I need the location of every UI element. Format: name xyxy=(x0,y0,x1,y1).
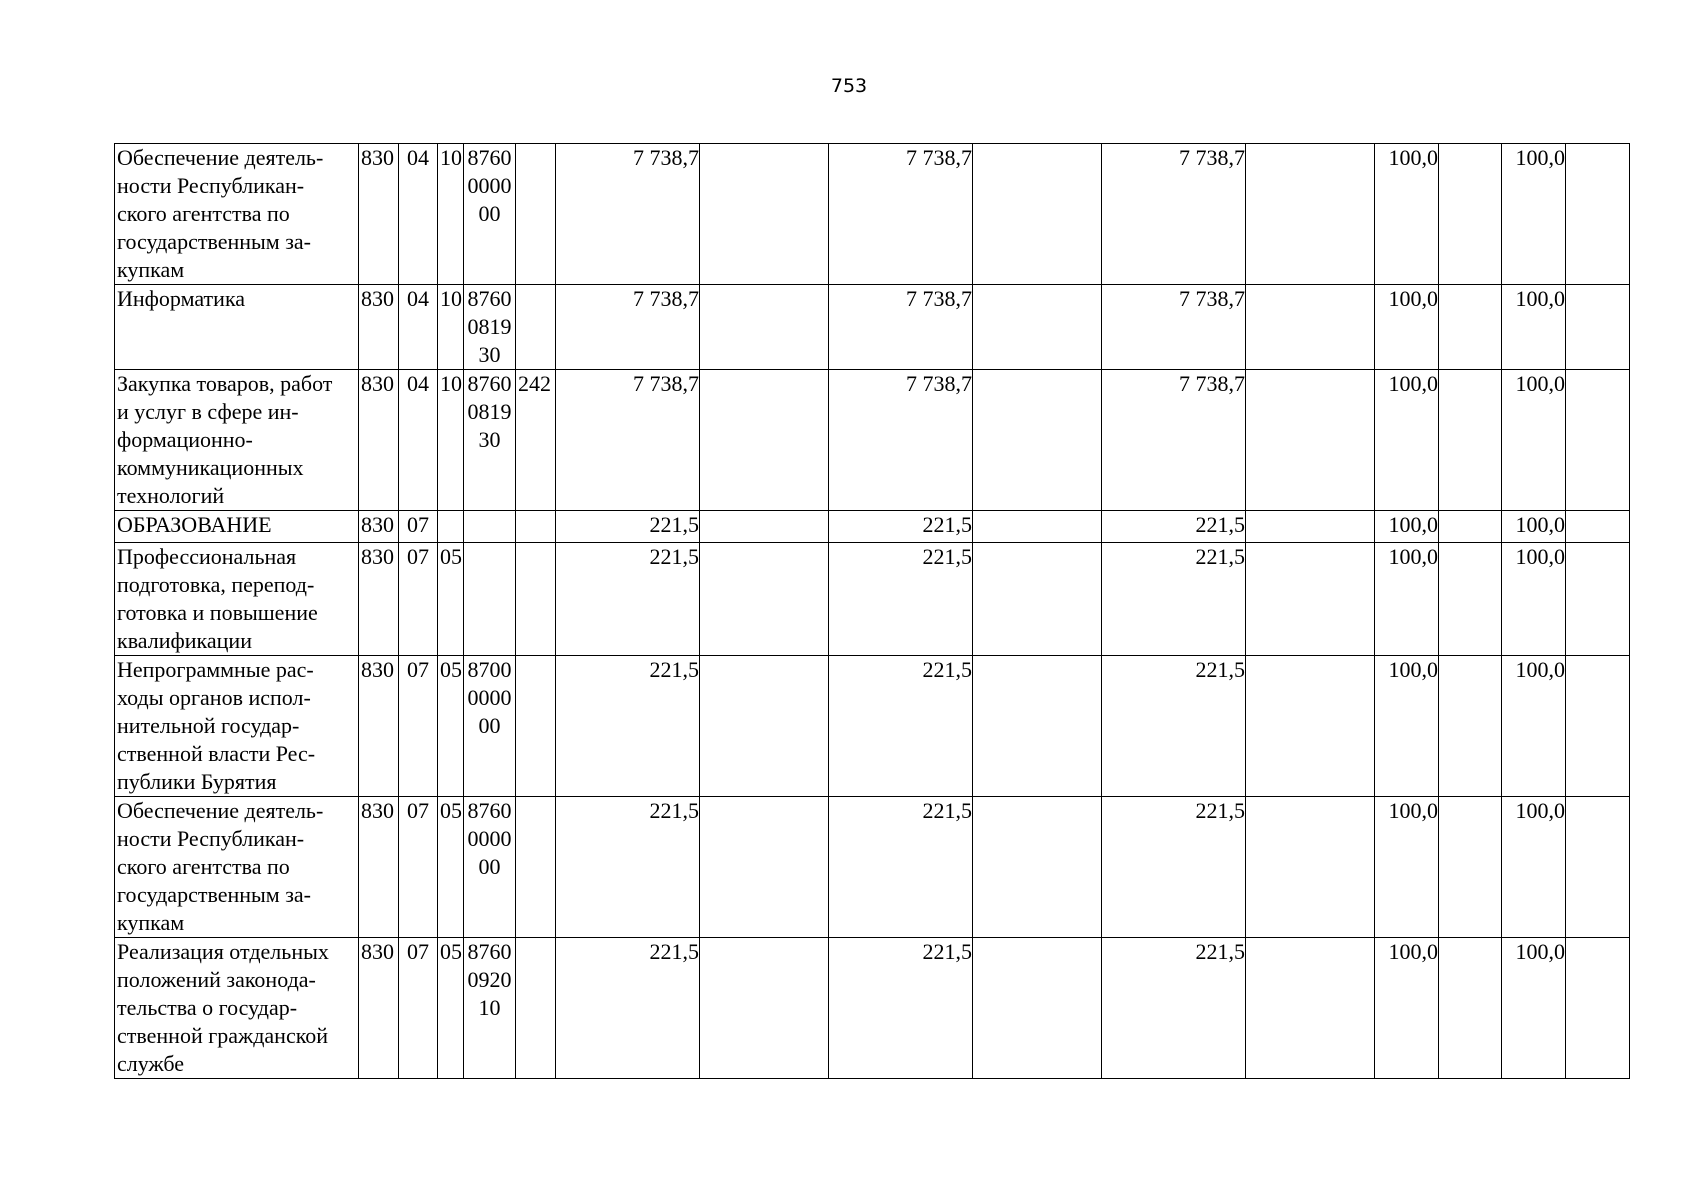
name_lines-line: купкам xyxy=(117,257,185,282)
percent-execution-2: 100,0 xyxy=(1502,370,1566,511)
grbs-code: 830 xyxy=(359,938,399,1079)
section-code: 07 xyxy=(399,797,438,938)
csr_lines-line: 0000 xyxy=(467,826,512,851)
csr_lines-line: 0920 xyxy=(467,967,512,992)
sum-plan: 7 738,7 xyxy=(556,285,700,370)
percent-execution-1: 100,0 xyxy=(1375,543,1439,656)
sum-plan: 221,5 xyxy=(556,656,700,797)
empty-cell xyxy=(1566,285,1630,370)
section-code: 07 xyxy=(399,938,438,1079)
percent-execution-2: 100,0 xyxy=(1502,938,1566,1079)
grbs-code: 830 xyxy=(359,543,399,656)
target-article-code xyxy=(464,543,516,656)
empty-cell xyxy=(1566,543,1630,656)
sum-executed: 7 738,7 xyxy=(1102,370,1246,511)
csr_lines-line: 8760 xyxy=(467,939,512,964)
csr_lines-line: 8760 xyxy=(467,798,512,823)
empty-cell xyxy=(700,511,829,543)
name_lines-line: технологий xyxy=(117,483,225,508)
page-number: 753 xyxy=(830,75,868,97)
sum-approved: 7 738,7 xyxy=(829,370,973,511)
percent-execution-1: 100,0 xyxy=(1375,938,1439,1079)
empty-cell xyxy=(1246,543,1375,656)
csr_lines-line: 0000 xyxy=(467,685,512,710)
grbs-code: 830 xyxy=(359,797,399,938)
percent-execution-1: 100,0 xyxy=(1375,144,1439,285)
name_lines-line: Реализация отдельных xyxy=(117,939,329,964)
percent-execution-1: 100,0 xyxy=(1375,285,1439,370)
section-code: 04 xyxy=(399,144,438,285)
row-name xyxy=(115,938,359,1079)
name_lines-line: положений законода- xyxy=(117,967,316,992)
row-name xyxy=(115,370,359,511)
expense-type-code xyxy=(516,938,556,1079)
name_lines-line: Обеспечение деятель- xyxy=(117,798,324,823)
sum-plan: 7 738,7 xyxy=(556,144,700,285)
budget-table xyxy=(114,143,1630,1079)
expense-type-code xyxy=(516,656,556,797)
csr_lines-line: 8700 xyxy=(467,657,512,682)
empty-cell xyxy=(1246,797,1375,938)
csr_lines-line: 0819 xyxy=(467,399,512,424)
name_lines-line: Профессиональная xyxy=(117,544,297,569)
row-name xyxy=(115,656,359,797)
name_lines-line: квалификации xyxy=(117,628,252,653)
sum-approved: 7 738,7 xyxy=(829,144,973,285)
sum-executed: 221,5 xyxy=(1102,656,1246,797)
grbs-code: 830 xyxy=(359,144,399,285)
table-row xyxy=(115,938,1630,1079)
empty-cell xyxy=(1439,511,1502,543)
name_lines-line: публики Бурятия xyxy=(117,769,277,794)
sum-executed: 7 738,7 xyxy=(1102,144,1246,285)
name_lines-line: и услуг в сфере ин- xyxy=(117,399,299,424)
empty-cell xyxy=(1246,656,1375,797)
target-article-code xyxy=(464,370,516,511)
empty-cell xyxy=(1566,797,1630,938)
name_lines-line: ОБРАЗОВАНИЕ xyxy=(117,512,272,537)
row-name xyxy=(115,797,359,938)
sum-approved: 221,5 xyxy=(829,938,973,1079)
name_lines-line: купкам xyxy=(117,910,185,935)
sum-plan: 221,5 xyxy=(556,797,700,938)
table-row xyxy=(115,511,1630,543)
sum-executed: 221,5 xyxy=(1102,511,1246,543)
table-row xyxy=(115,656,1630,797)
sum-executed: 221,5 xyxy=(1102,797,1246,938)
sum-executed: 221,5 xyxy=(1102,543,1246,656)
name_lines-line: тельства о государ- xyxy=(117,995,298,1020)
percent-execution-2: 100,0 xyxy=(1502,543,1566,656)
empty-cell xyxy=(1439,144,1502,285)
name_lines-line: Закупка товаров, работ xyxy=(117,371,333,396)
expense-type-code xyxy=(516,543,556,656)
empty-cell xyxy=(973,144,1102,285)
section-code: 04 xyxy=(399,285,438,370)
target-article-code xyxy=(464,656,516,797)
sum-plan: 221,5 xyxy=(556,938,700,1079)
name_lines-line: ского агентства по xyxy=(117,201,290,226)
empty-cell xyxy=(1566,511,1630,543)
name_lines-line: нительной государ- xyxy=(117,713,300,738)
subsection-code: 05 xyxy=(438,543,464,656)
name_lines-line: ности Республикан- xyxy=(117,826,305,851)
grbs-code: 830 xyxy=(359,370,399,511)
name_lines-line: государственным за- xyxy=(117,229,312,254)
percent-execution-1: 100,0 xyxy=(1375,511,1439,543)
name_lines-line: коммуникационных xyxy=(117,455,304,480)
name_lines-line: подготовка, перепод- xyxy=(117,572,315,597)
section-code: 04 xyxy=(399,370,438,511)
empty-cell xyxy=(1566,938,1630,1079)
empty-cell xyxy=(1439,370,1502,511)
expense-type-code xyxy=(516,144,556,285)
empty-cell xyxy=(700,797,829,938)
empty-cell xyxy=(973,511,1102,543)
row-name xyxy=(115,543,359,656)
expense-type-code: 242 xyxy=(516,370,556,511)
percent-execution-2: 100,0 xyxy=(1502,144,1566,285)
target-article-code xyxy=(464,797,516,938)
empty-cell xyxy=(1246,370,1375,511)
csr_lines-line: 30 xyxy=(478,427,501,452)
csr_lines-line: 8760 xyxy=(467,286,512,311)
name_lines-line: ственной власти Рес- xyxy=(117,741,316,766)
csr_lines-line: 10 xyxy=(478,995,501,1020)
sum-approved: 221,5 xyxy=(829,656,973,797)
csr_lines-line: 30 xyxy=(478,342,501,367)
sum-plan: 221,5 xyxy=(556,543,700,656)
sum-executed: 7 738,7 xyxy=(1102,285,1246,370)
empty-cell xyxy=(1439,285,1502,370)
empty-cell xyxy=(700,370,829,511)
name_lines-line: Обеспечение деятель- xyxy=(117,145,324,170)
name_lines-line: ственной гражданской xyxy=(117,1023,329,1048)
row-name xyxy=(115,511,359,543)
empty-cell xyxy=(1439,543,1502,656)
grbs-code: 830 xyxy=(359,511,399,543)
empty-cell xyxy=(700,285,829,370)
table-row xyxy=(115,370,1630,511)
subsection-code: 05 xyxy=(438,797,464,938)
table-row xyxy=(115,797,1630,938)
subsection-code: 10 xyxy=(438,285,464,370)
empty-cell xyxy=(1566,656,1630,797)
empty-cell xyxy=(1246,144,1375,285)
section-code: 07 xyxy=(399,543,438,656)
empty-cell xyxy=(1566,144,1630,285)
empty-cell xyxy=(1246,511,1375,543)
csr_lines-line: 00 xyxy=(478,201,501,226)
empty-cell xyxy=(973,938,1102,1079)
name_lines-line: Информатика xyxy=(117,286,246,311)
target-article-code xyxy=(464,938,516,1079)
empty-cell xyxy=(1439,797,1502,938)
percent-execution-2: 100,0 xyxy=(1502,285,1566,370)
name_lines-line: Непрограммные рас- xyxy=(117,657,314,682)
sum-approved: 221,5 xyxy=(829,543,973,656)
empty-cell xyxy=(700,543,829,656)
name_lines-line: ходы органов испол- xyxy=(117,685,311,710)
sum-approved: 221,5 xyxy=(829,797,973,938)
row-name xyxy=(115,144,359,285)
subsection-code: 10 xyxy=(438,370,464,511)
empty-cell xyxy=(1246,938,1375,1079)
empty-cell xyxy=(700,938,829,1079)
target-article-code xyxy=(464,511,516,543)
section-code: 07 xyxy=(399,511,438,543)
percent-execution-1: 100,0 xyxy=(1375,370,1439,511)
empty-cell xyxy=(973,285,1102,370)
empty-cell xyxy=(700,144,829,285)
sum-approved: 221,5 xyxy=(829,511,973,543)
empty-cell xyxy=(1439,938,1502,1079)
sum-plan: 221,5 xyxy=(556,511,700,543)
table-row xyxy=(115,543,1630,656)
subsection-code: 05 xyxy=(438,656,464,797)
subsection-code: 10 xyxy=(438,144,464,285)
section-code: 07 xyxy=(399,656,438,797)
grbs-code: 830 xyxy=(359,285,399,370)
percent-execution-2: 100,0 xyxy=(1502,511,1566,543)
table-row xyxy=(115,144,1630,285)
sum-plan: 7 738,7 xyxy=(556,370,700,511)
empty-cell xyxy=(1439,656,1502,797)
name_lines-line: государственным за- xyxy=(117,882,312,907)
subsection-code xyxy=(438,511,464,543)
name_lines-line: службе xyxy=(117,1051,185,1076)
sum-approved: 7 738,7 xyxy=(829,285,973,370)
name_lines-line: ности Республикан- xyxy=(117,173,305,198)
expense-type-code xyxy=(516,285,556,370)
expense-type-code xyxy=(516,511,556,543)
empty-cell xyxy=(973,656,1102,797)
grbs-code: 830 xyxy=(359,656,399,797)
empty-cell xyxy=(973,543,1102,656)
empty-cell xyxy=(973,797,1102,938)
csr_lines-line: 0819 xyxy=(467,314,512,339)
csr_lines-line: 00 xyxy=(478,854,501,879)
percent-execution-2: 100,0 xyxy=(1502,656,1566,797)
table-body xyxy=(115,144,1630,1079)
name_lines-line: готовка и повышение xyxy=(117,600,318,625)
percent-execution-1: 100,0 xyxy=(1375,656,1439,797)
empty-cell xyxy=(700,656,829,797)
csr_lines-line: 00 xyxy=(478,713,501,738)
table-row xyxy=(115,285,1630,370)
csr_lines-line: 0000 xyxy=(467,173,512,198)
row-name xyxy=(115,285,359,370)
expense-type-code xyxy=(516,797,556,938)
sum-executed: 221,5 xyxy=(1102,938,1246,1079)
target-article-code xyxy=(464,144,516,285)
empty-cell xyxy=(1566,370,1630,511)
percent-execution-2: 100,0 xyxy=(1502,797,1566,938)
csr_lines-line: 8760 xyxy=(467,145,512,170)
empty-cell xyxy=(973,370,1102,511)
csr_lines-line: 8760 xyxy=(467,371,512,396)
name_lines-line: формационно- xyxy=(117,427,253,452)
subsection-code: 05 xyxy=(438,938,464,1079)
percent-execution-1: 100,0 xyxy=(1375,797,1439,938)
empty-cell xyxy=(1246,285,1375,370)
name_lines-line: ского агентства по xyxy=(117,854,290,879)
target-article-code xyxy=(464,285,516,370)
